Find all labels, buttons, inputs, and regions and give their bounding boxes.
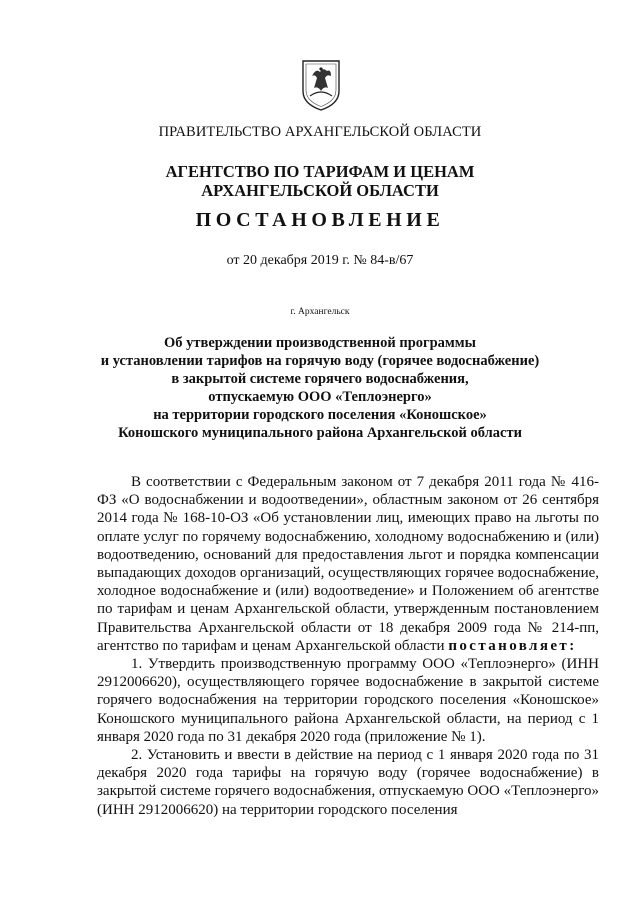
document-subject	[0, 334, 640, 442]
clause-1-paragraph: 1. Утвердить производственную программу ООО «Теплоэнерго» (ИНН 2912006620), осуществляющего горячее водоснабжение в закрытой системе горячего водоснабжения на территории городского поселения «Коношское» Коношского муниципального района Архангельской области, на период с 1 января 2020 года по 31 декабря 2020 года (приложение № 1).	[97, 656, 599, 745]
agency-heading	[0, 162, 640, 200]
document-date-number: от 20 декабря 2019 г. № 84-в/67	[226, 253, 414, 268]
agency-heading-line2: АРХАНГЕЛЬСКОЙ ОБЛАСТИ	[201, 181, 439, 200]
coat-of-arms-emblem	[300, 58, 342, 112]
document-type: ПОСТАНОВЛЕНИЕ	[195, 209, 445, 231]
government-heading: ПРАВИТЕЛЬСТВО АРХАНГЕЛЬСКОЙ ОБЛАСТИ	[158, 124, 482, 140]
subject-line: Об утверждении производственной программы	[164, 335, 476, 351]
subject-line: Коношского муниципального района Архангельской области	[118, 425, 522, 441]
preamble-text: В соответствии с Федеральным законом от 7 декабря 2011 года № 416-ФЗ «О водоснабжении и водоотведении», областным законом от 26 сентября 2014 года № 168-10-ОЗ «Об установлении лиц, имеющих право на льготы по оплате услуг по горячему водоснабжению, холодному водоснабжению и (или) водоотведению, оснований для предоставления льгот и порядка компенсации выпадающих доходов организаций, осуществляющих горячее водоснабжение, холодное водоснабжение и (или) водоотведение» и Положением об агентстве по тарифам и ценам Архангельской области, утвержденным постановлением Правительства Архангельской области от 18 декабря 2009 года № 214-пп, агентство по тарифам и ценам Архангельской области	[97, 474, 599, 654]
preamble-paragraph	[97, 473, 599, 655]
document-body	[97, 473, 599, 819]
subject-line: и установлении тарифов на горячую воду (горячее водоснабжение)	[100, 353, 540, 369]
resolution-keyword: постановляет:	[448, 637, 577, 654]
agency-heading-line1: АГЕНТСТВО ПО ТАРИФАМ И ЦЕНАМ	[165, 162, 475, 181]
document-city: г. Архангельск	[290, 307, 350, 317]
clause-2-paragraph: 2. Установить и ввести в действие на период с 1 января 2020 года по 31 декабря 2020 года тарифы на горячую воду (горячее водоснабжение) в закрытой системе горячего водоснабжения, отпускаемую ООО «Теплоэнерго» (ИНН 2912006620) на территории городского поселения	[97, 747, 599, 818]
subject-line: в закрытой системе горячего водоснабжения,	[171, 371, 469, 387]
subject-line: отпускаемую ООО «Теплоэнерго»	[208, 389, 432, 405]
subject-line: на территории городского поселения «Коношское»	[153, 407, 487, 423]
